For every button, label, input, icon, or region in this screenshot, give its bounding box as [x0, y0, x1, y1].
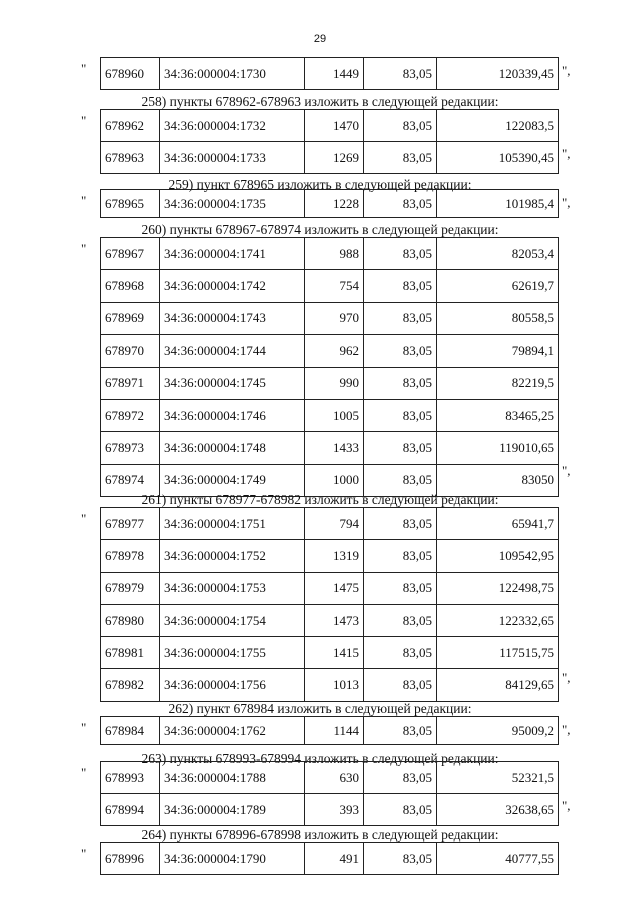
area-cell: 1473	[305, 604, 364, 636]
opening-quote: "	[81, 61, 87, 76]
table-row	[101, 110, 559, 142]
area-cell: 393	[305, 794, 364, 826]
cadastral-number-cell: 34:36:000004:1735	[160, 190, 305, 218]
rate-cell: 83,05	[364, 270, 437, 302]
rate-cell: 83,05	[364, 843, 437, 875]
opening-quote: "	[81, 193, 87, 208]
value-cell: 122498,75	[437, 572, 559, 604]
cadastral-number-cell: 34:36:000004:1743	[160, 302, 305, 334]
table-row	[101, 794, 559, 826]
land-plot-table	[100, 109, 559, 174]
cadastral-number-cell: 34:36:000004:1754	[160, 604, 305, 636]
value-cell: 117515,75	[437, 637, 559, 669]
cadastral-number-cell: 34:36:000004:1746	[160, 399, 305, 431]
cadastral-number-cell: 34:36:000004:1749	[160, 464, 305, 496]
area-cell: 1470	[305, 110, 364, 142]
area-cell: 1415	[305, 637, 364, 669]
plot-number-cell: 678981	[101, 637, 160, 669]
plot-number-cell: 678974	[101, 464, 160, 496]
cadastral-number-cell: 34:36:000004:1762	[160, 717, 305, 745]
value-cell: 105390,45	[437, 142, 559, 174]
table-row	[101, 399, 559, 431]
plot-number-cell: 678977	[101, 508, 160, 540]
area-cell: 1319	[305, 540, 364, 572]
table-row	[101, 572, 559, 604]
table-row	[101, 637, 559, 669]
table-row	[101, 302, 559, 334]
closing-quote: ",	[562, 669, 571, 685]
cadastral-number-cell: 34:36:000004:1751	[160, 508, 305, 540]
rate-cell: 83,05	[364, 190, 437, 218]
land-plot-table	[100, 57, 559, 90]
cadastral-number-cell: 34:36:000004:1752	[160, 540, 305, 572]
closing-quote: ",	[562, 798, 571, 813]
rate-cell: 83,05	[364, 302, 437, 334]
plot-number-cell: 678970	[101, 335, 160, 367]
cadastral-number-cell: 34:36:000004:1756	[160, 669, 305, 701]
rate-cell: 83,05	[364, 540, 437, 572]
page-number: 29	[313, 33, 327, 45]
plot-number-cell: 678960	[101, 58, 160, 90]
rate-cell: 83,05	[364, 717, 437, 745]
plot-number-cell: 678982	[101, 669, 160, 701]
section-heading: 260) пункты 678967-678974 изложить в следующей редакции:	[141, 222, 499, 237]
table-row	[101, 843, 559, 875]
plot-number-cell: 678965	[101, 190, 160, 218]
area-cell: 1475	[305, 572, 364, 604]
value-cell: 40777,55	[437, 843, 559, 875]
land-plot-table	[100, 761, 559, 826]
table-row	[101, 762, 559, 794]
area-cell: 1449	[305, 58, 364, 90]
rate-cell: 83,05	[364, 464, 437, 496]
area-cell: 1269	[305, 142, 364, 174]
area-cell: 1013	[305, 669, 364, 701]
area-cell: 962	[305, 335, 364, 367]
plot-number-cell: 678973	[101, 432, 160, 464]
table-row	[101, 432, 559, 464]
closing-quote: ",	[562, 722, 571, 737]
plot-number-cell: 678968	[101, 270, 160, 302]
value-cell: 32638,65	[437, 794, 559, 826]
area-cell: 990	[305, 367, 364, 399]
area-cell: 970	[305, 302, 364, 334]
rate-cell: 83,05	[364, 432, 437, 464]
plot-number-cell: 678971	[101, 367, 160, 399]
area-cell: 988	[305, 238, 364, 270]
value-cell: 122332,65	[437, 604, 559, 636]
plot-number-cell: 678967	[101, 238, 160, 270]
table-row	[101, 604, 559, 636]
closing-quote: ",	[562, 63, 571, 78]
table-row	[101, 190, 559, 218]
area-cell: 1228	[305, 190, 364, 218]
rate-cell: 83,05	[364, 572, 437, 604]
cadastral-number-cell: 34:36:000004:1733	[160, 142, 305, 174]
value-cell: 82219,5	[437, 367, 559, 399]
land-plot-table	[100, 189, 559, 218]
plot-number-cell: 678969	[101, 302, 160, 334]
rate-cell: 83,05	[364, 604, 437, 636]
land-plot-table	[100, 237, 559, 497]
opening-quote: "	[81, 113, 87, 128]
rate-cell: 83,05	[364, 58, 437, 90]
value-cell: 52321,5	[437, 762, 559, 794]
cadastral-number-cell: 34:36:000004:1730	[160, 58, 305, 90]
cadastral-number-cell: 34:36:000004:1755	[160, 637, 305, 669]
value-cell: 80558,5	[437, 302, 559, 334]
section-heading: 259) пункт 678965 изложить в следующей редакции:	[168, 177, 472, 192]
plot-number-cell: 678962	[101, 110, 160, 142]
rate-cell: 83,05	[364, 508, 437, 540]
area-cell: 794	[305, 508, 364, 540]
value-cell: 65941,7	[437, 508, 559, 540]
opening-quote: "	[81, 241, 87, 256]
table-row	[101, 58, 559, 90]
cadastral-number-cell: 34:36:000004:1789	[160, 794, 305, 826]
table-row	[101, 508, 559, 540]
area-cell: 491	[305, 843, 364, 875]
value-cell: 79894,1	[437, 335, 559, 367]
table-row	[101, 238, 559, 270]
section-heading: 261) пункты 678977-678982 изложить в следующей редакции:	[141, 492, 499, 507]
area-cell: 1000	[305, 464, 364, 496]
cadastral-number-cell: 34:36:000004:1744	[160, 335, 305, 367]
value-cell: 82053,4	[437, 238, 559, 270]
value-cell: 83465,25	[437, 399, 559, 431]
value-cell: 119010,65	[437, 432, 559, 464]
rate-cell: 83,05	[364, 367, 437, 399]
opening-quote: "	[81, 720, 87, 735]
land-plot-table	[100, 716, 559, 745]
rate-cell: 83,05	[364, 669, 437, 701]
value-cell: 101985,4	[437, 190, 559, 218]
value-cell: 62619,7	[437, 270, 559, 302]
plot-number-cell: 678996	[101, 843, 160, 875]
cadastral-number-cell: 34:36:000004:1748	[160, 432, 305, 464]
area-cell: 754	[305, 270, 364, 302]
value-cell: 84129,65	[437, 669, 559, 701]
cadastral-number-cell: 34:36:000004:1788	[160, 762, 305, 794]
closing-quote: ",	[562, 146, 571, 161]
cadastral-number-cell: 34:36:000004:1742	[160, 270, 305, 302]
rate-cell: 83,05	[364, 399, 437, 431]
table-row	[101, 270, 559, 302]
cadastral-number-cell: 34:36:000004:1753	[160, 572, 305, 604]
table-row	[101, 717, 559, 745]
rate-cell: 83,05	[364, 794, 437, 826]
cadastral-number-cell: 34:36:000004:1790	[160, 843, 305, 875]
plot-number-cell: 678984	[101, 717, 160, 745]
table-row	[101, 669, 559, 701]
rate-cell: 83,05	[364, 142, 437, 174]
plot-number-cell: 678993	[101, 762, 160, 794]
area-cell: 1433	[305, 432, 364, 464]
table-row	[101, 142, 559, 174]
plot-number-cell: 678978	[101, 540, 160, 572]
value-cell: 95009,2	[437, 717, 559, 745]
section-heading: 262) пункт 678984 изложить в следующей редакции:	[168, 701, 472, 716]
value-cell: 83050	[437, 464, 559, 496]
land-plot-table	[100, 842, 559, 875]
table-row	[101, 540, 559, 572]
plot-number-cell: 678980	[101, 604, 160, 636]
closing-quote: ",	[562, 195, 571, 210]
rate-cell: 83,05	[364, 335, 437, 367]
opening-quote: "	[81, 765, 87, 780]
section-heading: 258) пункты 678962-678963 изложить в следующей редакции:	[141, 94, 499, 109]
rate-cell: 83,05	[364, 238, 437, 270]
table-row	[101, 367, 559, 399]
value-cell: 109542,95	[437, 540, 559, 572]
cadastral-number-cell: 34:36:000004:1741	[160, 238, 305, 270]
plot-number-cell: 678994	[101, 794, 160, 826]
cadastral-number-cell: 34:36:000004:1745	[160, 367, 305, 399]
table-row	[101, 335, 559, 367]
rate-cell: 83,05	[364, 110, 437, 142]
rate-cell: 83,05	[364, 762, 437, 794]
land-plot-table	[100, 507, 559, 702]
value-cell: 120339,45	[437, 58, 559, 90]
area-cell: 630	[305, 762, 364, 794]
rate-cell: 83,05	[364, 637, 437, 669]
plot-number-cell: 678979	[101, 572, 160, 604]
opening-quote: "	[81, 511, 87, 526]
cadastral-number-cell: 34:36:000004:1732	[160, 110, 305, 142]
section-heading: 263) пункты 678993-678994 изложить в следующей редакции:	[141, 751, 499, 766]
plot-number-cell: 678972	[101, 399, 160, 431]
value-cell: 122083,5	[437, 110, 559, 142]
plot-number-cell: 678963	[101, 142, 160, 174]
area-cell: 1005	[305, 399, 364, 431]
opening-quote: "	[81, 846, 87, 861]
section-heading: 264) пункты 678996-678998 изложить в следующей редакции:	[141, 827, 499, 842]
area-cell: 1144	[305, 717, 364, 745]
closing-quote: ",	[562, 462, 571, 478]
